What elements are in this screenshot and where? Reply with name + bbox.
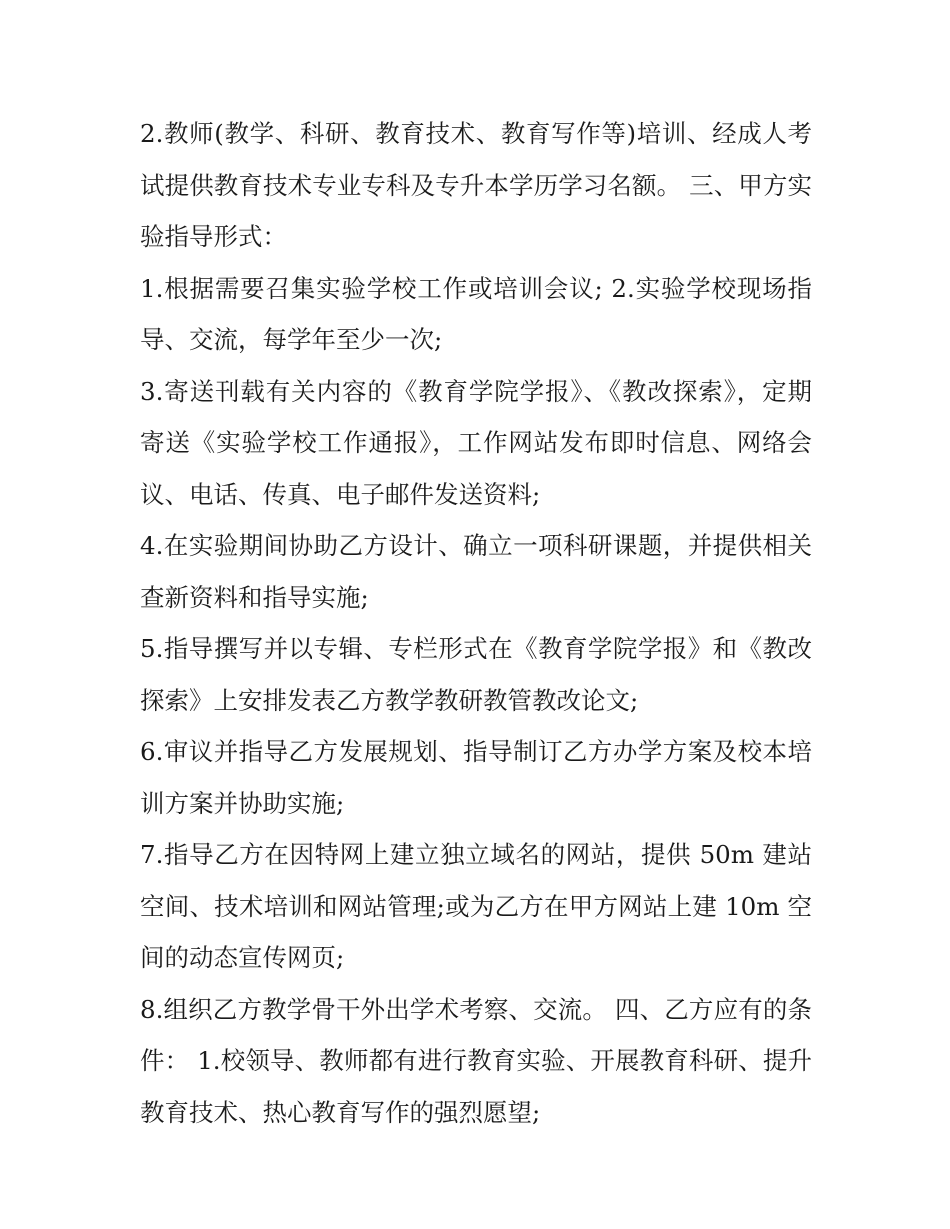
paragraph-research-project: 4.在实验期间协助乙方设计、确立一项科研课题，并提供相关查新资料和指导实施; xyxy=(140,531,812,612)
paragraph-paper-publishing: 5.指导撰写并以专辑、专栏形式在《教育学院学报》和《教改探索》上安排发表乙方教学教研教管教改论文; xyxy=(140,634,812,715)
paragraph-meetings-guidance: 1.根据需要召集实验学校工作或培训会议; 2.实验学校现场指导、交流，每学年至少一次; xyxy=(140,273,812,354)
paragraph-academic-visits-conditions: 8.组织乙方教学骨干外出学术考察、交流。 四、乙方应有的条件： 1.校领导、教师都有进行教育实验、开展教育科研、提升教育技术、热心教育写作的强烈愿望; xyxy=(140,994,812,1127)
paragraph-teacher-training: 2.教师(教学、科研、教育技术、教育写作等)培训、经成人考试提供教育技术专业专科及专升本学历学习名额。 三、甲方实验指导形式： xyxy=(140,119,812,251)
paragraph-development-plan: 6.审议并指导乙方发展规划、指导制订乙方办学方案及校本培训方案并协助实施; xyxy=(140,737,812,818)
paragraph-publications: 3.寄送刊载有关内容的《教育学院学报》、《教改探索》，定期寄送《实验学校工作通报》，工作网站发布即时信息、网络会议、电话、传真、电子邮件发送资料; xyxy=(140,376,812,509)
document-body xyxy=(140,108,812,1138)
paragraph-website: 7.指导乙方在因特网上建立独立域名的网站，提供 50m 建站空间、技术培训和网站管理;或为乙方在甲方网站上建 10m 空间的动态宣传网页; xyxy=(140,840,812,972)
